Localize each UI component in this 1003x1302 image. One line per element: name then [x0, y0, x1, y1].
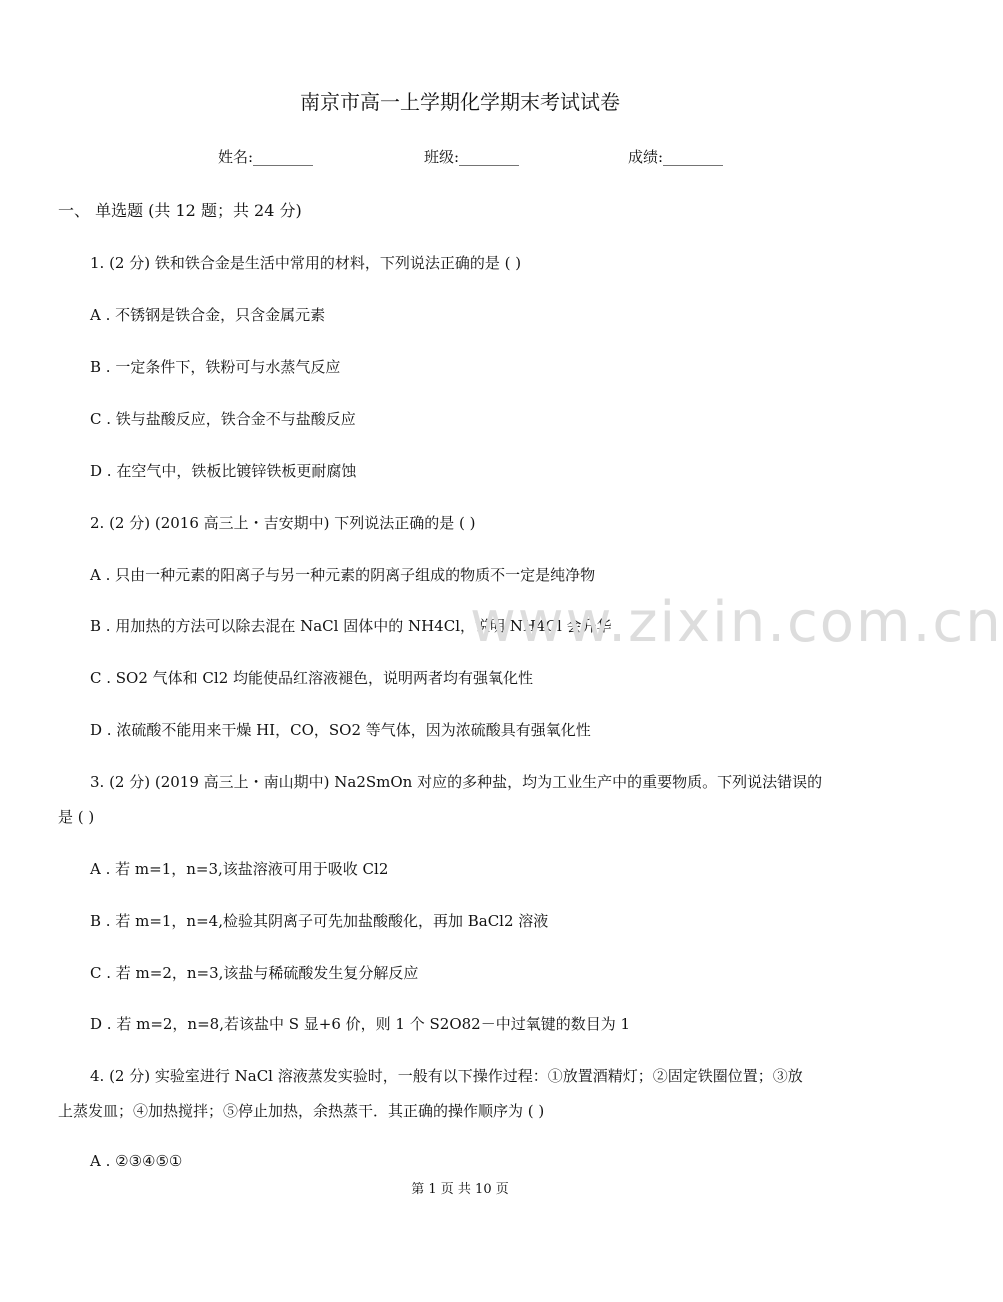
answer-option: A . 若 m=1，n=3,该盐溶液可用于吸收 Cl2	[90, 860, 389, 878]
question-stem: 4. (2 分) 实验室进行 NaCl 溶液蒸发实验时，一般有以下操作过程：①放置酒精灯；②固定铁圈位置；③放	[90, 1067, 803, 1085]
watermark: www.zixin.com.cn	[470, 590, 1003, 655]
score-field-label: 成绩:________	[628, 148, 724, 166]
answer-option: C . SO2 气体和 Cl2 均能使品红溶液褪色，说明两者均有强氧化性	[90, 669, 534, 687]
answer-option: D . 在空气中，铁板比镀锌铁板更耐腐蚀	[90, 462, 357, 480]
page-title: 南京市高一上学期化学期末考试试卷	[300, 90, 620, 114]
question-stem-continuation: 上蒸发皿；④加热搅拌；⑤停止加热，余热蒸干．其正确的操作顺序为 ( )	[58, 1102, 545, 1120]
answer-option: C . 铁与盐酸反应，铁合金不与盐酸反应	[90, 410, 356, 428]
question-stem: 3. (2 分) (2019 高三上・南山期中) Na2SmOn 对应的多种盐，均为工业生产中的重要物质。下列说法错误的	[90, 773, 823, 791]
section-heading: 一、 单选题 (共 12 题；共 24 分)	[58, 201, 302, 220]
answer-option: B . 一定条件下，铁粉可与水蒸气反应	[90, 358, 341, 376]
answer-option: A . ②③④⑤①	[90, 1152, 183, 1170]
answer-option: A . 只由一种元素的阳离子与另一种元素的阴离子组成的物质不一定是纯净物	[90, 566, 596, 584]
name-field-label: 姓名:________	[218, 148, 314, 166]
question-stem: 1. (2 分) 铁和铁合金是生活中常用的材料，下列说法正确的是 ( )	[90, 254, 522, 272]
answer-option: D . 若 m=2，n=8,若该盐中 S 显+6 价，则 1 个 S2O82－中过氧键的数目为 1	[90, 1015, 631, 1033]
page-footer: 第 1 页 共 10 页	[411, 1182, 509, 1197]
class-field-label: 班级:________	[424, 148, 520, 166]
question-stem: 2. (2 分) (2016 高三上・吉安期中) 下列说法正确的是 ( )	[90, 514, 476, 532]
answer-option: A . 不锈钢是铁合金，只含金属元素	[90, 306, 326, 324]
question-stem-continuation: 是 ( )	[58, 808, 95, 826]
answer-option: C . 若 m=2，n=3,该盐与稀硫酸发生复分解反应	[90, 964, 419, 982]
answer-option: B . 用加热的方法可以除去混在 NaCl 固体中的 NH4Cl，说明 NH4Cl 会升华	[90, 617, 612, 635]
answer-option: D . 浓硫酸不能用来干燥 HI，CO，SO2 等气体，因为浓硫酸具有强氧化性	[90, 721, 591, 739]
answer-option: B . 若 m=1，n=4,检验其阴离子可先加盐酸酸化，再加 BaCl2 溶液	[90, 912, 549, 930]
